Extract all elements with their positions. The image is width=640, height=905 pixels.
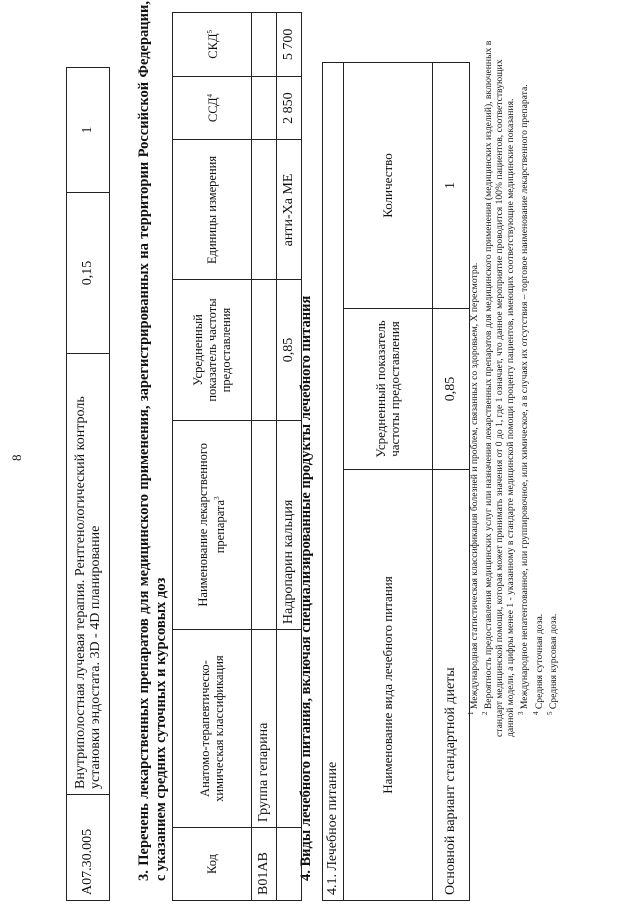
section-3-title: 3. Перечень лекарственных препаратов для медицинского применения, зарегистрированных на территории Российской Федерации, с указанием средних суточных и курсовых доз [136,1,169,881]
table-row [67,68,110,901]
footnote: $^4$ Средняя суточная доза. [531,613,545,715]
col-ssd: ССД$^4$ [173,76,252,140]
drugs-table [172,12,302,901]
col-drug: Наименование лекарственного препарата$^3$ [173,420,252,630]
group-code: B01AB [252,828,277,901]
table-header-row [173,13,252,901]
section-4-title: 4. Виды лечебного питания, включая специализированные продукты лечебного питания [298,295,314,881]
table-header-row [344,63,433,901]
drug-frequency: 0,85 [277,280,302,420]
footnote: $^5$ Средняя курсовая доза. [545,613,559,715]
col-nutrition-frequency: Усредненный показатель частоты предоставления [344,309,433,470]
col-frequency: Усредненный показатель частоты предоставления [173,280,252,420]
nutrition-quantity: 1 [433,63,470,309]
footnote: $^3$ Международное непатентованное, или группировочное, или химическое, а в случаях их отсутствия – торговое наименование лекарственного препарата. [517,84,531,715]
footnote: $^2$ Вероятность предоставления медицинских услуг или назначения лекарственных препаратов для медицинского применения (медицинских изделий), включенных в стандарт медицинской помощи, которая может принимать значения от 0 до 1, где 1 означает, что данное мероприятие проводится 100% пациентов, соответствующих данной модели, а цифры менее 1 - указанному в стандарте медицинской помощи проценту пациентов, имеющих соответствующие медицинские показания. [481,40,517,737]
col-atc: Анатомо-терапевтическо-химическая классификация [173,630,252,828]
footnote: $^1$ Международная статистическая классификация болезней и проблем, связанных со здоровьем, X пересмотра. [467,262,481,715]
subsection-title: 4.1. Лечебное питание [323,63,344,901]
drug-skd: 5 700 [277,13,302,77]
group-name: Группа гепарина [252,630,277,828]
medical-services-table [66,67,110,901]
col-unit: Единицы измерения [173,140,252,280]
table-row [433,63,470,901]
nutrition-frequency: 0,85 [433,309,470,470]
service-multiplicity: 1 [67,68,110,193]
drug-ssd: 2 850 [277,76,302,140]
page-number: 8 [9,454,24,461]
col-code: Код [173,828,252,901]
service-name: Внутриполостная лучевая терапия. Рентгенологический контроль установки эндостата. 3D - 4D планирование [67,354,110,795]
nutrition-table [322,62,470,901]
col-quantity: Количество [344,63,433,309]
col-nutrition-name: Наименование вида лечебного питания [344,470,433,901]
col-skd: СКД$^5$ [173,13,252,77]
table-row [323,63,344,901]
nutrition-name: Основной вариант стандартной диеты [433,470,470,901]
drug-unit: анти-Ха МЕ [277,140,302,280]
service-frequency: 0,15 [67,193,110,354]
service-code: A07.30.005 [67,795,110,901]
table-row [252,13,277,901]
drug-name: Надропарин кальция [277,420,302,630]
footnotes [466,37,559,737]
